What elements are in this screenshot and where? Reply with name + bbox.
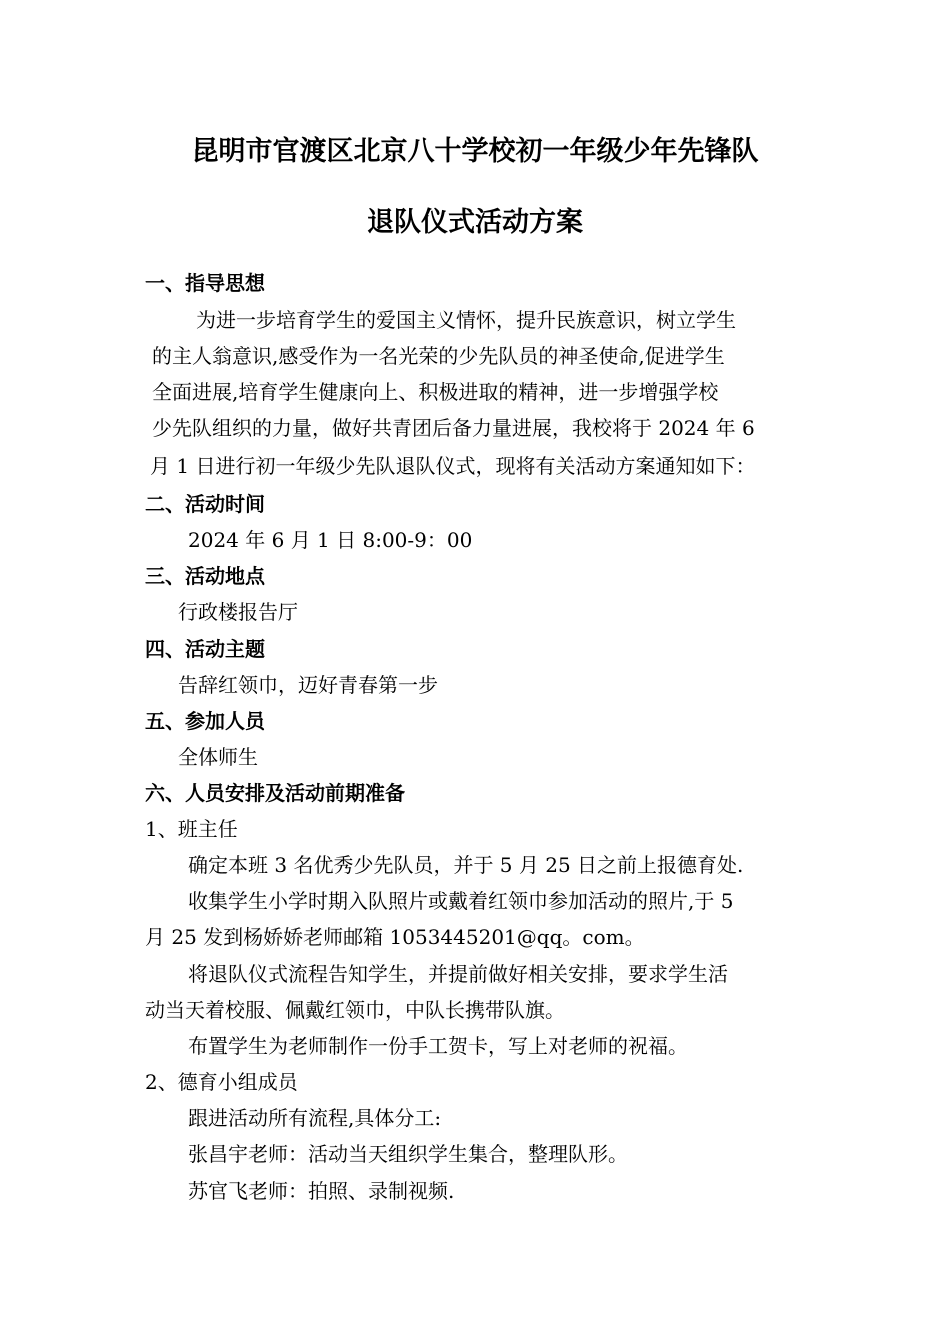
- paragraph-line: 布置学生为老师制作一份手工贺卡，写上对老师的祝福。: [188, 1034, 688, 1058]
- activity-theme-text: 告辞红领巾，迈好青春第一步: [178, 673, 438, 697]
- paragraph-line: 确定本班 3 名优秀少先队员，并于 5 月 25 日之前上报德育处.: [188, 853, 744, 877]
- paragraph-line: 月 25 发到杨娇娇老师邮箱 1053445201@qq。com。: [145, 925, 645, 949]
- section-heading-participants: 五、参加人员: [145, 709, 265, 733]
- paragraph-line: 动当天着校服、佩戴红领巾，中队长携带队旗。: [145, 998, 565, 1022]
- section-heading-activity-time: 二、活动时间: [145, 492, 265, 516]
- document-subtitle: 退队仪式活动方案: [367, 207, 583, 238]
- paragraph-line: 少先队组织的力量，做好共青团后备力量进展，我校将于 2024 年 6: [152, 416, 755, 440]
- paragraph-line: 张昌宇老师：活动当天组织学生集合，整理队形。: [188, 1142, 628, 1166]
- paragraph-line: 为进一步培育学生的爱国主义情怀，提升民族意识，树立学生: [196, 308, 736, 332]
- paragraph-line: 苏官飞老师：拍照、录制视频.: [188, 1179, 455, 1203]
- paragraph-line: 跟进活动所有流程,具体分工:: [188, 1106, 442, 1130]
- section-heading-activity-location: 三、活动地点: [145, 564, 265, 588]
- document-title: 昆明市官渡区北京八十学校初一年级少年先锋队: [191, 136, 759, 167]
- section-heading-activity-theme: 四、活动主题: [145, 637, 265, 661]
- activity-location-text: 行政楼报告厅: [178, 600, 298, 624]
- subsection-heading-class-teacher: 1、班主任: [145, 817, 238, 841]
- activity-time-text: 2024 年 6 月 1 日 8:00-9：00: [188, 528, 473, 552]
- subsection-heading-moral-education-team: 2、德育小组成员: [145, 1070, 298, 1094]
- paragraph-line: 的主人翁意识,感受作为一名光荣的少先队员的神圣使命,促进学生: [152, 344, 725, 368]
- section-heading-arrangements: 六、人员安排及活动前期准备: [145, 781, 405, 805]
- paragraph-line: 收集学生小学时期入队照片或戴着红领巾参加活动的照片,于 5: [188, 889, 734, 913]
- paragraph-line: 将退队仪式流程告知学生，并提前做好相关安排，要求学生活: [188, 962, 728, 986]
- paragraph-line: 月 1 日进行初一年级少先队退队仪式，现将有关活动方案通知如下：: [150, 454, 756, 478]
- section-heading-guiding-thought: 一、指导思想: [145, 271, 265, 295]
- participants-text: 全体师生: [178, 745, 258, 769]
- paragraph-line: 全面进展,培育学生健康向上、积极进取的精神，进一步增强学校: [152, 380, 719, 404]
